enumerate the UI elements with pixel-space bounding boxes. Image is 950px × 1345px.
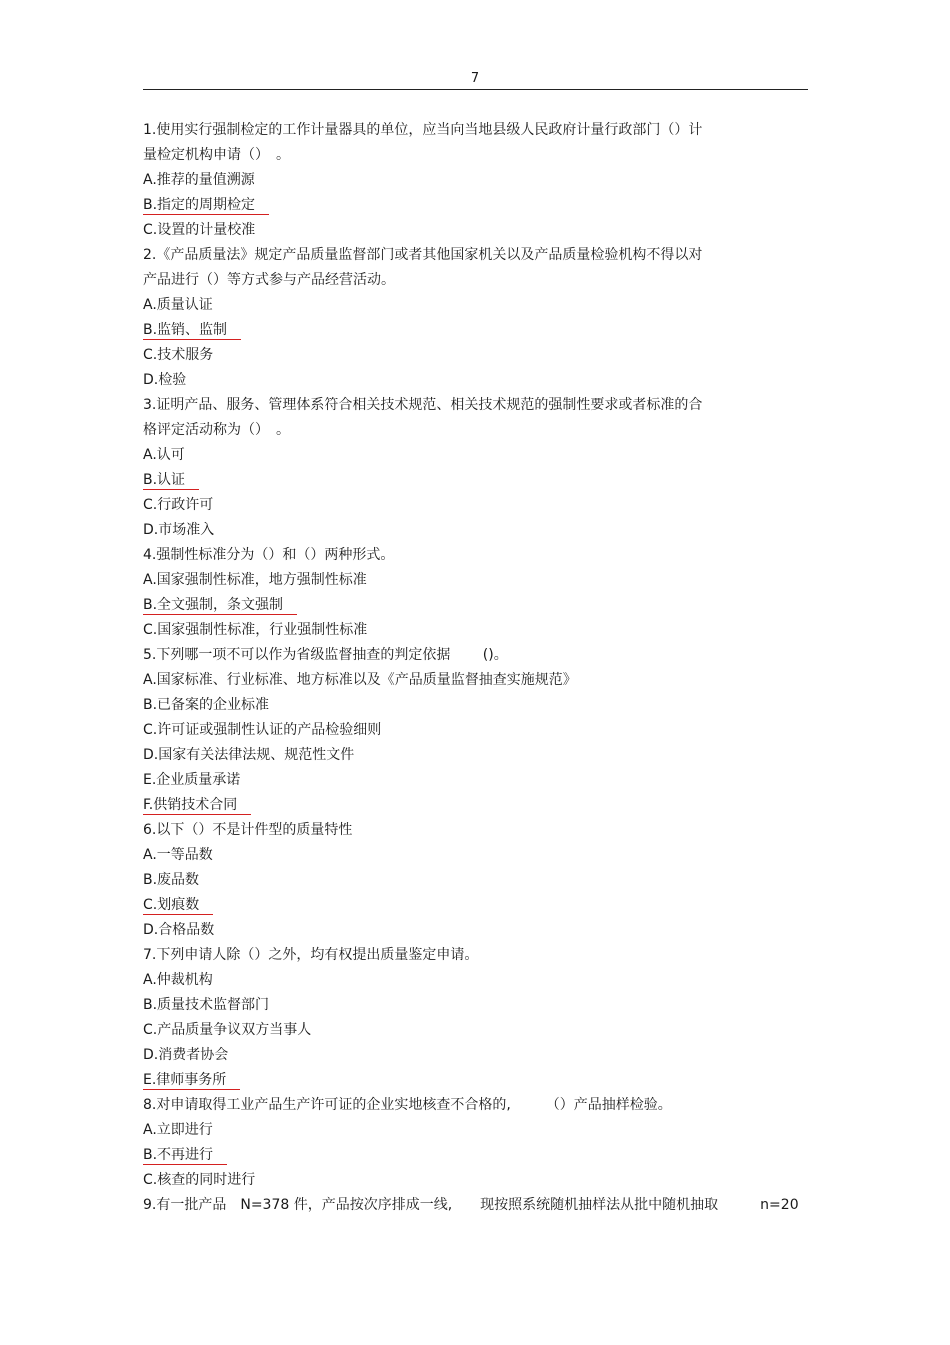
line-text: D.合格品数 — [143, 922, 215, 938]
line-text: 8.对申请取得工业产品生产许可证的企业实地核查不合格的, （）产品抽样检验。 — [143, 1097, 672, 1113]
answer-marked-line — [143, 593, 808, 618]
line-text: 格评定活动称为（） 。 — [143, 422, 290, 438]
text-line — [143, 1093, 808, 1118]
line-text: A.国家标准、行业标准、地方标准以及《产品质量监督抽查实施规范》 — [143, 672, 577, 688]
text-line — [143, 1118, 808, 1143]
answer-marked-line — [143, 793, 808, 818]
answer-marked-line — [143, 1143, 808, 1168]
line-text: A.质量认证 — [143, 297, 213, 313]
line-text: D.检验 — [143, 372, 187, 388]
line-text: B.废品数 — [143, 872, 200, 888]
text-line — [143, 168, 808, 193]
text-line — [143, 143, 808, 168]
answer-marked-line — [143, 1068, 808, 1093]
line-text: A.认可 — [143, 447, 185, 463]
underlined-answer: F.供销技术合同 — [143, 796, 251, 815]
text-line — [143, 918, 808, 943]
line-text: 3.证明产品、服务、管理体系符合相关技术规范、相关技术规范的强制性要求或者标准的合 — [143, 397, 703, 413]
text-line — [143, 668, 808, 693]
text-line — [143, 993, 808, 1018]
line-text: 9.有一批产品 N=378 件，产品按次序排成一线, 现按照系统随机抽样法从批中随机抽取 n=20 — [143, 1197, 799, 1213]
answer-marked-line — [143, 318, 808, 343]
line-text: C.核查的同时进行 — [143, 1172, 256, 1188]
line-text: C.技术服务 — [143, 347, 214, 363]
text-line — [143, 1193, 808, 1218]
text-line — [143, 393, 808, 418]
text-line — [143, 118, 808, 143]
line-text: A.立即进行 — [143, 1122, 213, 1138]
underlined-answer: B.监销、监制 — [143, 321, 241, 340]
line-text: C.国家强制性标准，行业强制性标准 — [143, 622, 368, 638]
answer-marked-line — [143, 893, 808, 918]
text-line — [143, 868, 808, 893]
text-line — [143, 618, 808, 643]
line-text: D.国家有关法律法规、规范性文件 — [143, 747, 355, 763]
text-line — [143, 543, 808, 568]
text-line — [143, 268, 808, 293]
line-text: D.市场准入 — [143, 522, 215, 538]
text-line — [143, 1018, 808, 1043]
text-line — [143, 843, 808, 868]
text-line — [143, 1043, 808, 1068]
text-line — [143, 818, 808, 843]
line-text: C.行政许可 — [143, 497, 214, 513]
line-text: 4.强制性标准分为（）和（）两种形式。 — [143, 547, 395, 563]
text-line — [143, 943, 808, 968]
text-line — [143, 743, 808, 768]
line-text: B.已备案的企业标准 — [143, 697, 270, 713]
underlined-answer: B.认证 — [143, 471, 199, 490]
text-line — [143, 243, 808, 268]
line-text: 7.下列申请人除（）之外，均有权提出质量鉴定申请。 — [143, 947, 479, 963]
answer-marked-line — [143, 468, 808, 493]
line-text: C.许可证或强制性认证的产品检验细则 — [143, 722, 382, 738]
answer-marked-line — [143, 193, 808, 218]
text-line — [143, 518, 808, 543]
text-line — [143, 443, 808, 468]
text-line — [143, 968, 808, 993]
line-text: 2.《产品质量法》规定产品质量监督部门或者其他国家机关以及产品质量检验机构不得以对 — [143, 247, 703, 263]
text-line — [143, 718, 808, 743]
text-line — [143, 693, 808, 718]
line-text: 1.使用实行强制检定的工作计量器具的单位，应当向当地县级人民政府计量行政部门（）计 — [143, 122, 703, 138]
question-list — [143, 118, 808, 1218]
line-text: C.产品质量争议双方当事人 — [143, 1022, 312, 1038]
text-line — [143, 368, 808, 393]
line-text: A.推荐的量值溯源 — [143, 172, 255, 188]
underlined-answer: B.指定的周期检定 — [143, 196, 269, 215]
line-text: A.一等品数 — [143, 847, 213, 863]
text-line — [143, 1168, 808, 1193]
line-text: D.消费者协会 — [143, 1047, 229, 1063]
page-number: 7 — [470, 71, 480, 86]
line-text: A.仲裁机构 — [143, 972, 213, 988]
line-text: A.国家强制性标准，地方强制性标准 — [143, 572, 367, 588]
line-text: B.质量技术监督部门 — [143, 997, 270, 1013]
line-text: 5.下列哪一项不可以作为省级监督抽查的判定依据 ()。 — [143, 647, 508, 663]
underlined-answer: B.全文强制，条文强制 — [143, 596, 297, 615]
line-text: C.设置的计量校准 — [143, 222, 256, 238]
line-text: 量检定机构申请（） 。 — [143, 147, 290, 163]
text-line — [143, 218, 808, 243]
text-line — [143, 418, 808, 443]
underlined-answer: C.划痕数 — [143, 896, 213, 915]
text-line — [143, 768, 808, 793]
line-text: E.企业质量承诺 — [143, 772, 241, 788]
line-text: 产品进行（）等方式参与产品经营活动。 — [143, 272, 395, 288]
header-rule — [143, 89, 808, 90]
text-line — [143, 343, 808, 368]
underlined-answer: B.不再进行 — [143, 1146, 227, 1165]
text-line — [143, 643, 808, 668]
text-line — [143, 568, 808, 593]
underlined-answer: E.律师事务所 — [143, 1071, 240, 1090]
line-text: 6.以下（）不是计件型的质量特性 — [143, 822, 353, 838]
text-line — [143, 493, 808, 518]
text-line — [143, 293, 808, 318]
